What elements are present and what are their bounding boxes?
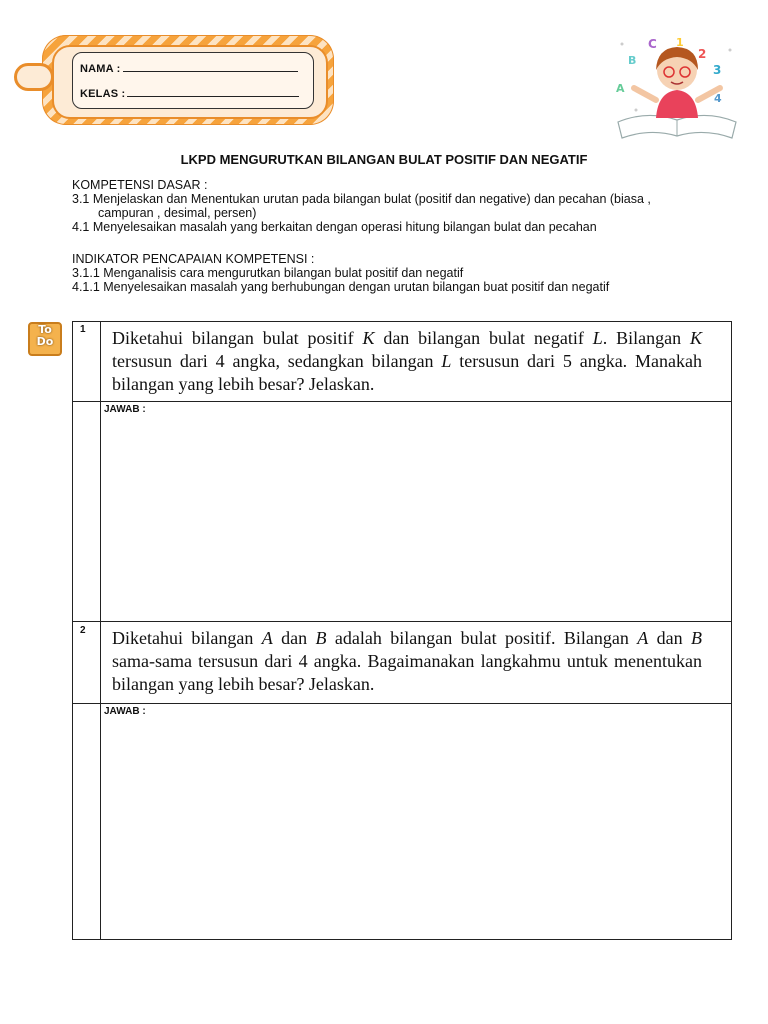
svg-text:A: A (616, 82, 625, 95)
nama-label: NAMA : (80, 63, 121, 75)
variable-l: L (441, 351, 452, 371)
svg-text:B: B (628, 54, 637, 67)
question-text-part: dan (272, 628, 316, 648)
variable-a: A (637, 628, 649, 648)
answer-label: JAWAB : (104, 404, 146, 415)
nama-blank-line[interactable] (123, 62, 298, 72)
question-text-part: tersusun dari 5 angka. Manakah bilangan yang lebih besar? Jelaskan. (112, 351, 702, 394)
table-border-bottom (72, 939, 732, 940)
todo-icon-text: To (38, 323, 52, 336)
kelas-field[interactable] (80, 87, 299, 100)
kompetensi-heading: KOMPETENSI DASAR : (72, 178, 208, 192)
indikator-heading: INDIKATOR PENCAPAIAN KOMPETENSI : (72, 252, 315, 266)
todo-icon (28, 322, 62, 356)
variable-l: L (592, 328, 603, 348)
question-text-part: dan (648, 628, 691, 648)
question-number: 2 (80, 625, 86, 636)
child-reading-illustration (612, 30, 742, 145)
variable-a: A (261, 628, 273, 648)
question-text-part: dan bilangan bulat negatif (374, 328, 593, 348)
kompetensi-item: campuran , desimal, persen) (98, 206, 257, 220)
question-text (112, 627, 702, 696)
question-text-part: . Bilangan (602, 328, 690, 348)
variable-b: B (315, 628, 327, 648)
table-border-right (731, 321, 732, 940)
question-text-part: Diketahui bilangan bulat positif (112, 328, 363, 348)
answer-area[interactable] (101, 416, 730, 620)
svg-text:C: C (648, 37, 657, 51)
question-text-part: tersusun dari 4 angka, sedangkan bilangan (112, 351, 442, 371)
indikator-item: 3.1.1 Menganalisis cara mengurutkan bilangan bulat positif dan negatif (72, 266, 464, 280)
todo-icon-text: Do (36, 335, 54, 348)
table-divider (72, 621, 732, 622)
answer-label: JAWAB : (104, 706, 146, 717)
kompetensi-item: 3.1 Menjelaskan dan Menentukan urutan pada bilangan bulat (positif dan negative) dan pecahan (biasa , (72, 192, 651, 206)
kompetensi-item: 4.1 Menyelesaikan masalah yang berkaitan dengan operasi hitung bilangan bulat dan pecahan (72, 220, 597, 234)
name-tag (14, 35, 334, 125)
question-number: 1 (80, 324, 86, 335)
name-tag-box (72, 52, 314, 109)
answer-area[interactable] (101, 718, 730, 938)
svg-text:4: 4 (714, 92, 722, 105)
question-text (112, 327, 702, 396)
svg-text:2: 2 (698, 47, 707, 61)
question-text-part: sama-sama tersusun dari 4 angka. Bagaimanakan langkahmu untuk menentukan bilangan yang lebih besar? Jelaskan. (112, 651, 702, 694)
variable-k: K (362, 328, 375, 348)
variable-b: B (691, 628, 702, 648)
nama-field[interactable] (80, 62, 298, 75)
svg-text:3: 3 (713, 63, 722, 77)
table-divider (72, 401, 732, 402)
kelas-blank-line[interactable] (127, 87, 299, 97)
question-text-part: Diketahui bilangan (112, 628, 262, 648)
svg-text:1: 1 (676, 36, 684, 49)
indikator-item: 4.1.1 Menyelesaikan masalah yang berhubungan dengan urutan bilangan buat positif dan negatif (72, 280, 610, 294)
table-border-top (72, 321, 732, 322)
indikator-section (72, 252, 734, 294)
table-border-left (72, 321, 73, 940)
name-tag-hole (14, 63, 54, 91)
kelas-label: KELAS : (80, 88, 126, 100)
page-title: LKPD MENGURUTKAN BILANGAN BULAT POSITIF DAN NEGATIF (180, 152, 588, 167)
variable-k: K (689, 328, 702, 348)
kompetensi-dasar-section (72, 178, 734, 234)
question-text-part: adalah bilangan bulat positif. Bilangan (326, 628, 638, 648)
table-divider (72, 703, 732, 704)
